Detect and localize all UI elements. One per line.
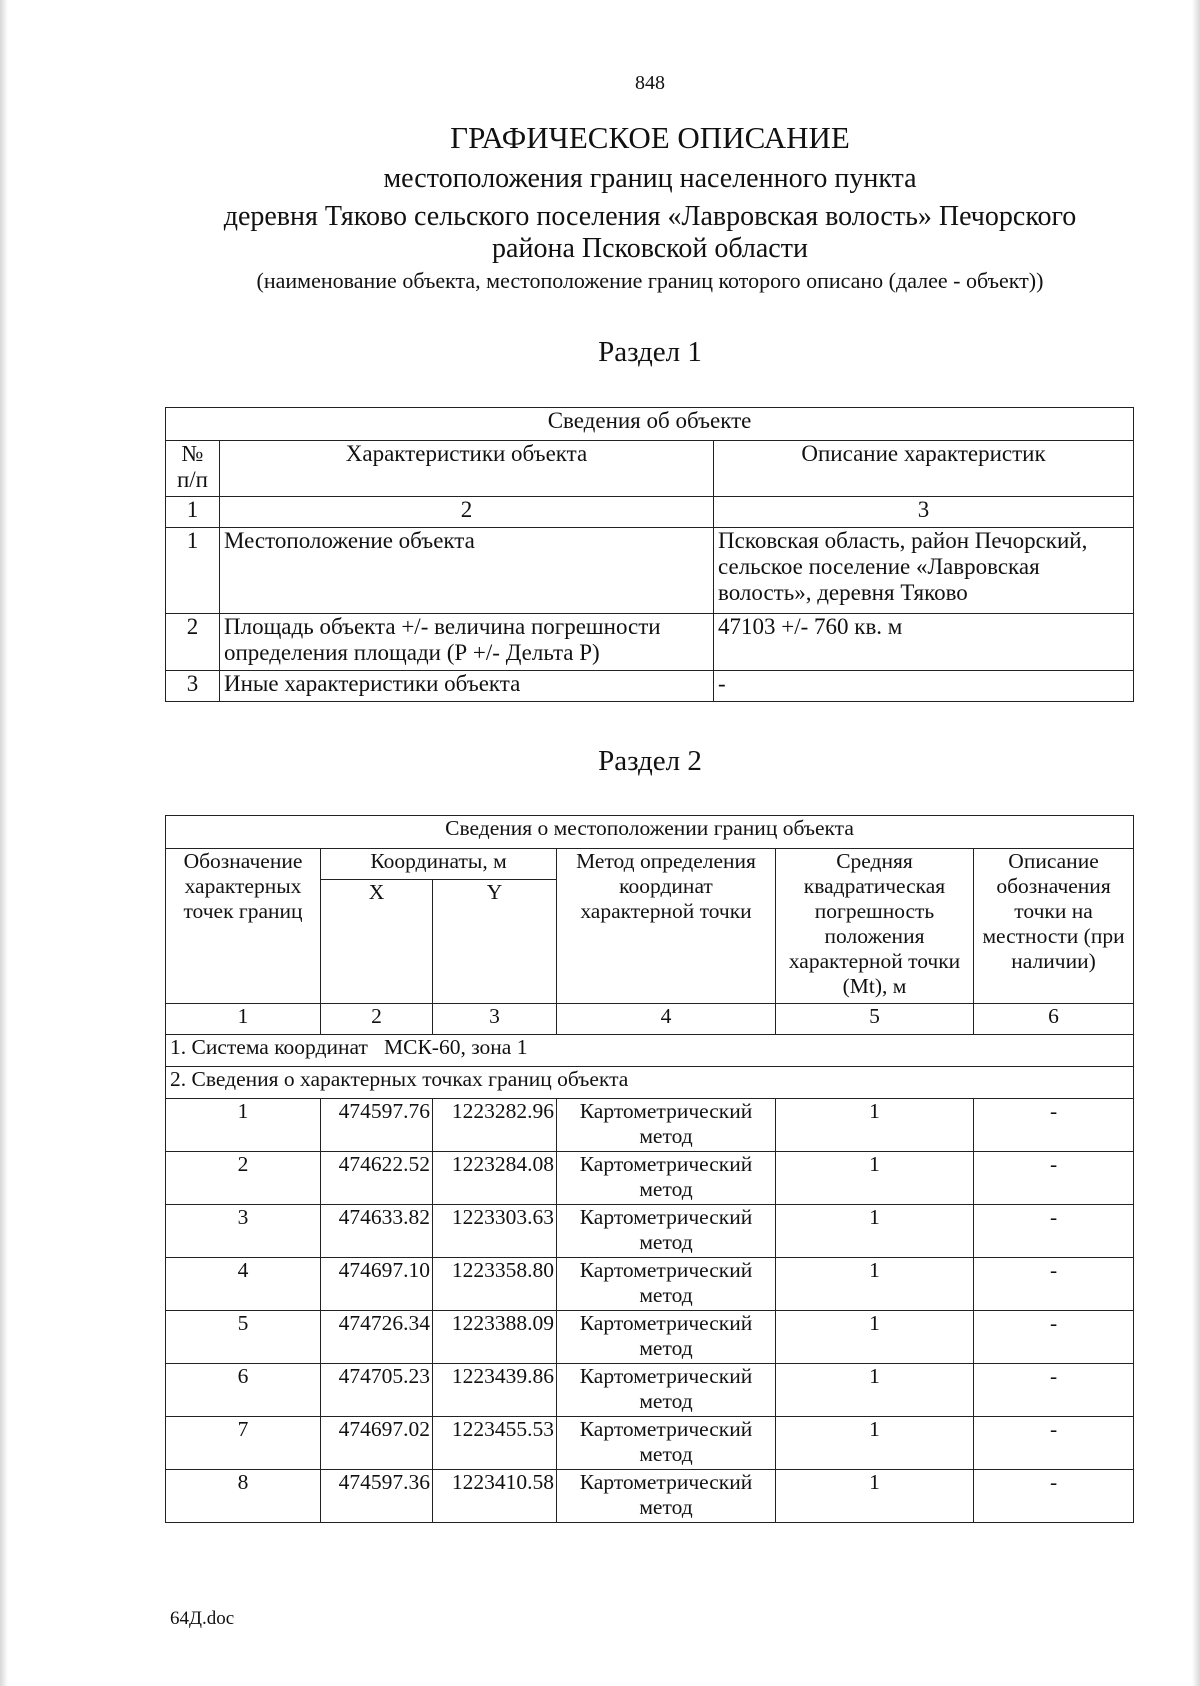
coordinate-system-row: 1. Система координат МСК-60, зона 1: [166, 1035, 1134, 1067]
column-number: 3: [433, 1004, 557, 1035]
row-number: 1: [166, 528, 220, 614]
document-subtitle: (наименование объекта, местоположение границ которого описано (далее - объект)): [256, 268, 1044, 293]
point-description: -: [974, 1417, 1134, 1470]
table-title: Сведения об объекте: [166, 408, 1134, 441]
point-y: 1223439.86: [433, 1364, 557, 1417]
characteristic-value: Псковская область, район Печорский, сельское поселение «Лавровская волость», деревня Тяково: [714, 528, 1134, 614]
point-mt: 1: [776, 1364, 974, 1417]
point-mt: 1: [776, 1099, 974, 1152]
column-header: Обозначение характерных точек границ: [166, 849, 321, 1004]
point-description: -: [974, 1099, 1134, 1152]
section-2-title: Раздел 2: [598, 745, 702, 777]
point-y: 1223410.58: [433, 1470, 557, 1523]
point-id: 2: [166, 1152, 321, 1205]
point-mt: 1: [776, 1470, 974, 1523]
column-number: 3: [714, 497, 1134, 528]
point-method: Картометрический метод: [557, 1258, 776, 1311]
column-number: 4: [557, 1004, 776, 1035]
point-description: -: [974, 1311, 1134, 1364]
point-x: 474622.52: [321, 1152, 433, 1205]
section-1-title: Раздел 1: [598, 336, 702, 368]
table-row: [166, 528, 1134, 614]
document-title-line-3: района Псковской области: [492, 233, 808, 264]
points-section-row: 2. Сведения о характерных точках границ объекта: [166, 1067, 1134, 1099]
point-x: 474597.76: [321, 1099, 433, 1152]
point-x: 474697.02: [321, 1417, 433, 1470]
boundary-points-table: [165, 815, 1134, 1523]
document-title-line-1: местоположения границ населенного пункта: [383, 163, 917, 194]
point-method: Картометрический метод: [557, 1470, 776, 1523]
table-row: [166, 1205, 1134, 1258]
footer-filename: 64Д.doc: [170, 1608, 235, 1629]
table-row: [166, 1417, 1134, 1470]
point-method: Картометрический метод: [557, 1311, 776, 1364]
column-header: Средняя квадратическая погрешность положения характерной точки (Mt), м: [776, 849, 974, 1004]
point-mt: 1: [776, 1258, 974, 1311]
column-header: Описание обозначения точки на местности (при наличии): [974, 849, 1134, 1004]
column-header-y: Y: [433, 880, 557, 1004]
point-description: -: [974, 1258, 1134, 1311]
column-number: 5: [776, 1004, 974, 1035]
column-number: 1: [166, 1004, 321, 1035]
document-title: ГРАФИЧЕСКОЕ ОПИСАНИЕ: [450, 120, 850, 155]
point-id: 6: [166, 1364, 321, 1417]
column-header: Характеристики объекта: [220, 441, 714, 497]
characteristic-name: Местоположение объекта: [220, 528, 714, 614]
point-x: 474597.36: [321, 1470, 433, 1523]
column-header: № п/п: [166, 441, 220, 497]
table-row: [166, 671, 1134, 702]
point-id: 3: [166, 1205, 321, 1258]
row-number: 2: [166, 614, 220, 671]
object-info-table: [165, 407, 1134, 702]
point-id: 1: [166, 1099, 321, 1152]
column-number: 2: [321, 1004, 433, 1035]
point-y: 1223282.96: [433, 1099, 557, 1152]
point-id: 7: [166, 1417, 321, 1470]
point-mt: 1: [776, 1152, 974, 1205]
table-row: [166, 1258, 1134, 1311]
characteristic-value: -: [714, 671, 1134, 702]
column-number: 2: [220, 497, 714, 528]
point-y: 1223388.09: [433, 1311, 557, 1364]
point-description: -: [974, 1205, 1134, 1258]
point-mt: 1: [776, 1417, 974, 1470]
column-number: 6: [974, 1004, 1134, 1035]
point-id: 5: [166, 1311, 321, 1364]
table-row: [166, 1152, 1134, 1205]
table-row: [166, 1311, 1134, 1364]
point-method: Картометрический метод: [557, 1364, 776, 1417]
point-y: 1223303.63: [433, 1205, 557, 1258]
point-description: -: [974, 1152, 1134, 1205]
point-description: -: [974, 1470, 1134, 1523]
table-title: Сведения о местоположении границ объекта: [166, 816, 1134, 849]
point-x: 474705.23: [321, 1364, 433, 1417]
point-id: 4: [166, 1258, 321, 1311]
characteristic-value: 47103 +/- 760 кв. м: [714, 614, 1134, 671]
point-description: -: [974, 1364, 1134, 1417]
table-row: [166, 1099, 1134, 1152]
column-header: Метод определения координат характерной точки: [557, 849, 776, 1004]
point-x: 474633.82: [321, 1205, 433, 1258]
point-method: Картометрический метод: [557, 1099, 776, 1152]
point-x: 474697.10: [321, 1258, 433, 1311]
point-y: 1223455.53: [433, 1417, 557, 1470]
page-number: 848: [635, 72, 665, 94]
column-header: Координаты, м: [321, 849, 557, 880]
column-header: Описание характеристик: [714, 441, 1134, 497]
document-title-line-2: деревня Тяково сельского поселения «Лавровская волость» Печорского: [223, 201, 1077, 232]
point-y: 1223284.08: [433, 1152, 557, 1205]
point-mt: 1: [776, 1311, 974, 1364]
point-method: Картометрический метод: [557, 1205, 776, 1258]
column-header-x: X: [321, 880, 433, 1004]
row-number: 3: [166, 671, 220, 702]
characteristic-name: Площадь объекта +/- величина погрешности определения площади (Р +/- Дельта Р): [220, 614, 714, 671]
point-y: 1223358.80: [433, 1258, 557, 1311]
table-row: [166, 1470, 1134, 1523]
characteristic-name: Иные характеристики объекта: [220, 671, 714, 702]
table-row: [166, 614, 1134, 671]
point-x: 474726.34: [321, 1311, 433, 1364]
point-method: Картометрический метод: [557, 1417, 776, 1470]
point-method: Картометрический метод: [557, 1152, 776, 1205]
column-number: 1: [166, 497, 220, 528]
table-row: [166, 1364, 1134, 1417]
point-id: 8: [166, 1470, 321, 1523]
point-mt: 1: [776, 1205, 974, 1258]
